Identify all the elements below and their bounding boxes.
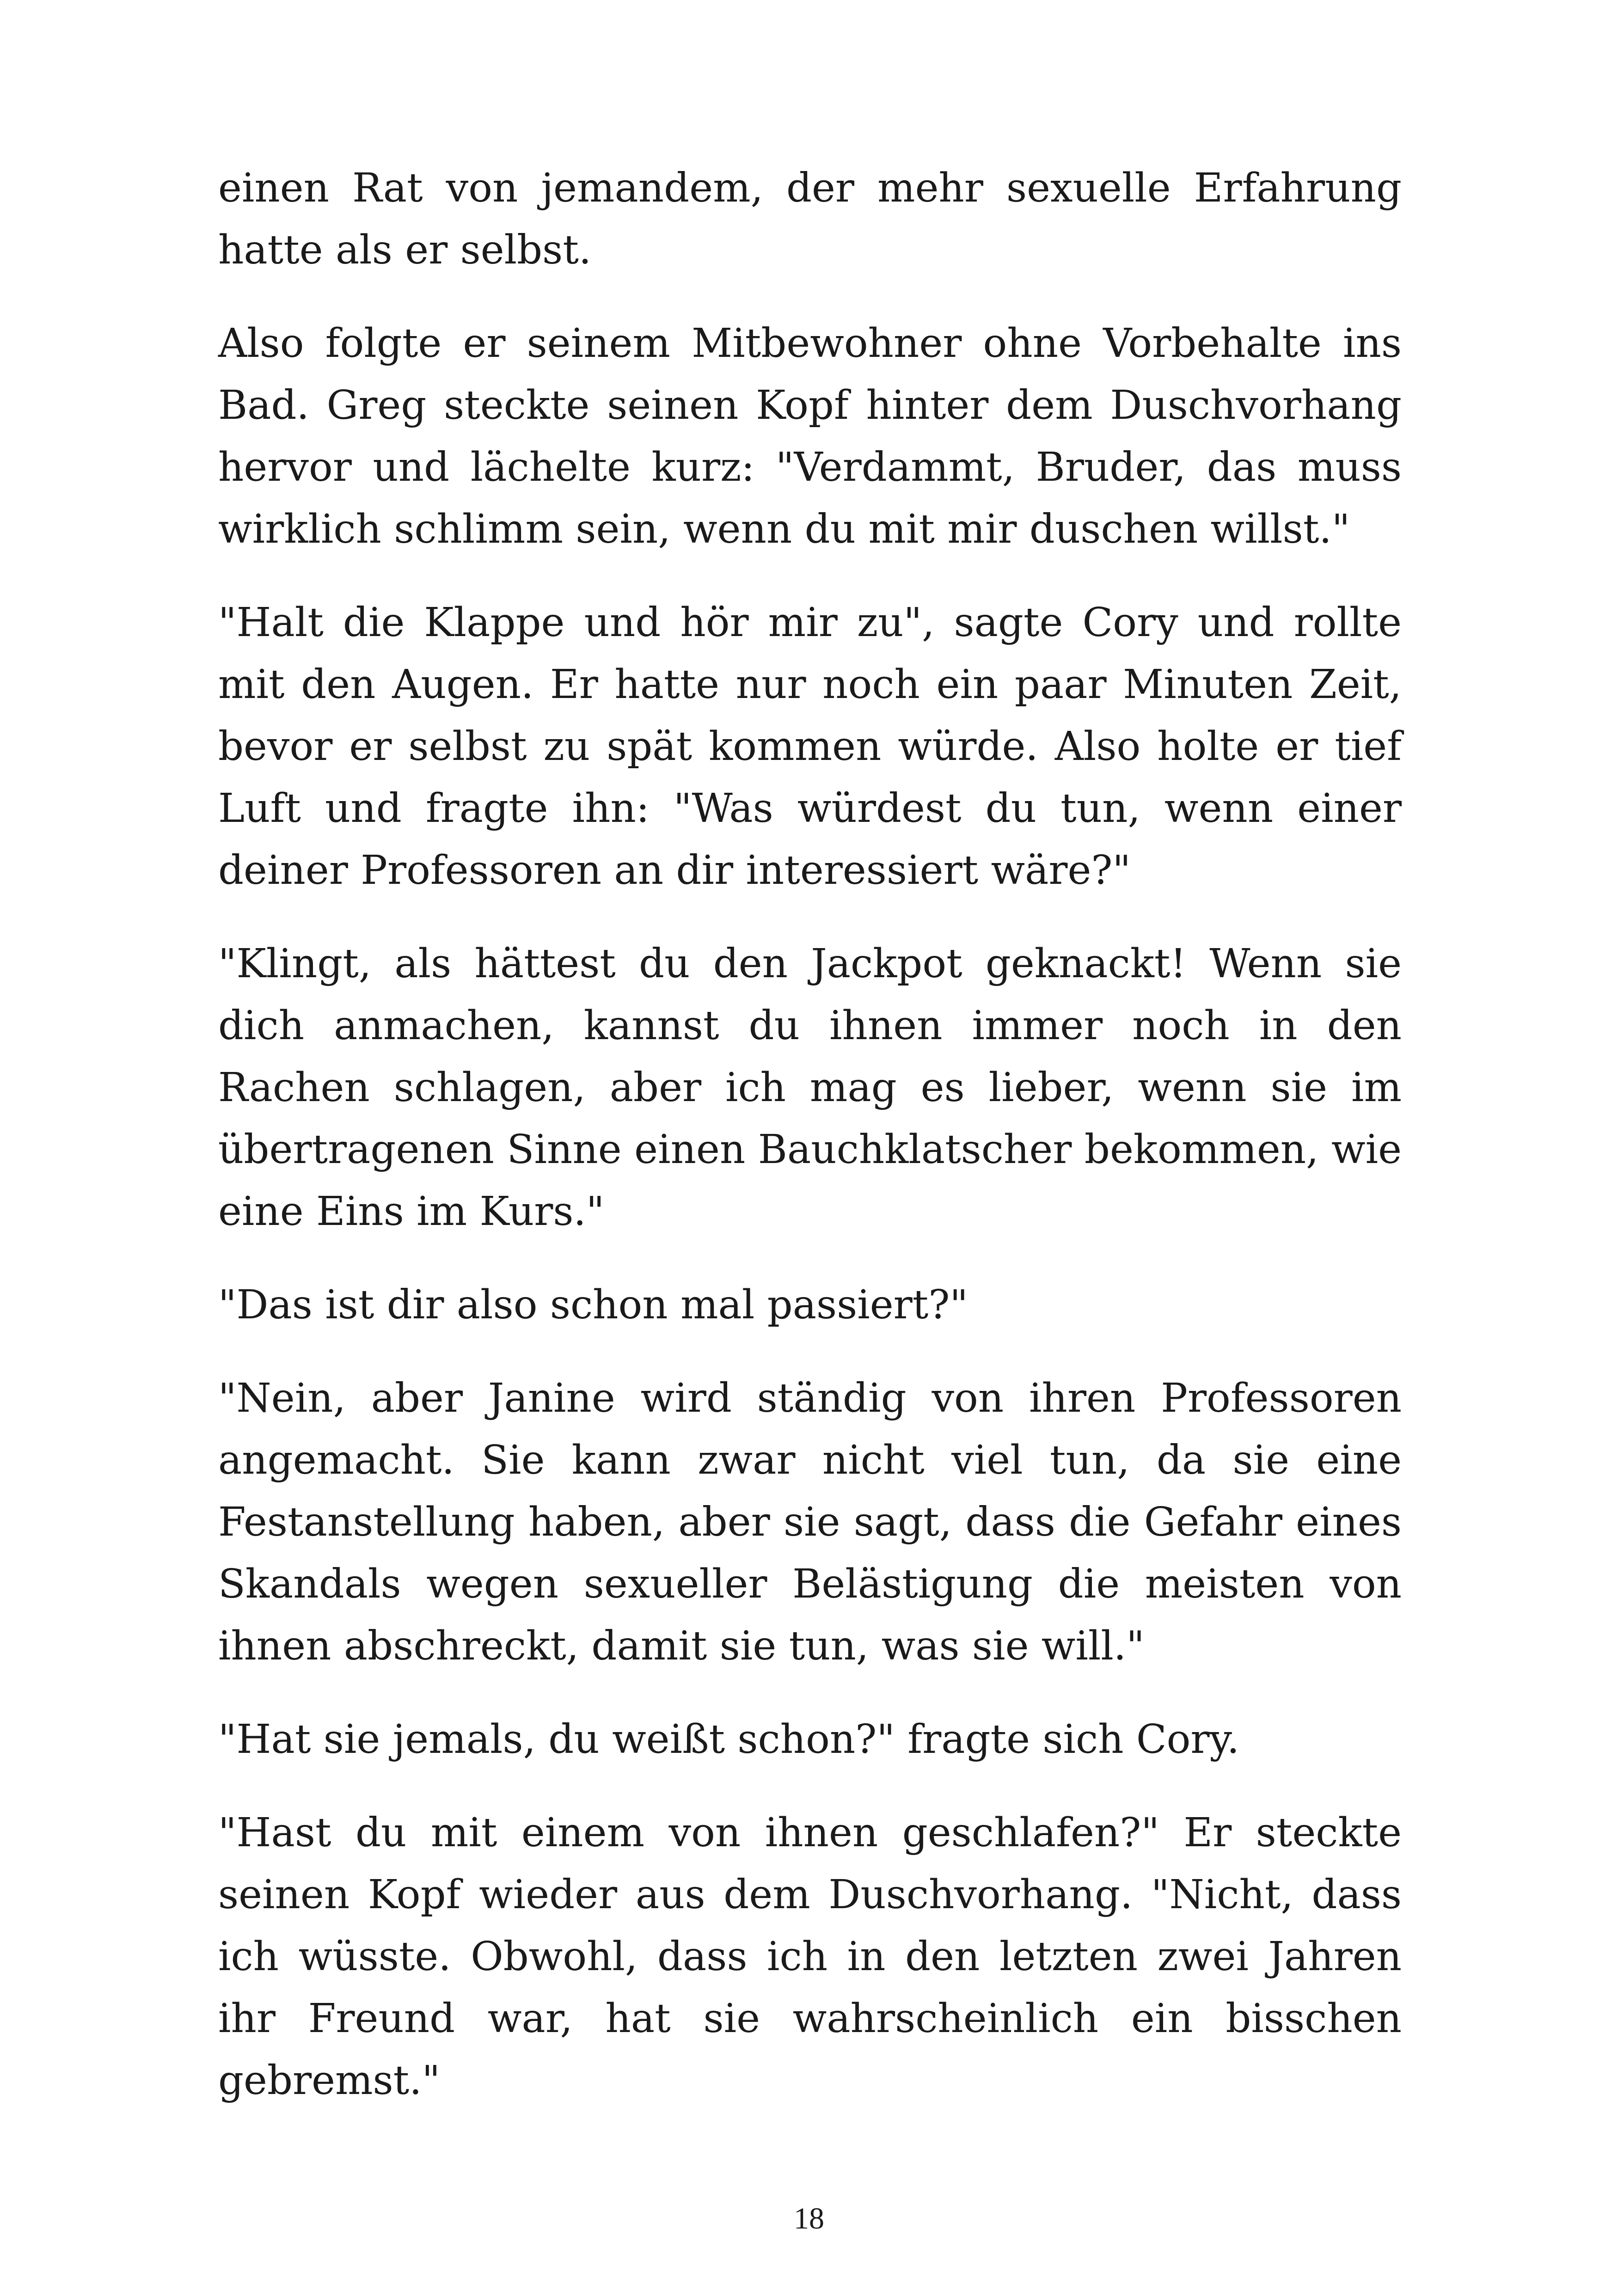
paragraph-1: einen Rat von jemandem, der mehr sexuelle Erfahrung hatte als er selbst.: [218, 165, 1402, 273]
paragraph-8: "Hast du mit einem von ihnen geschlafen?" Er steckte seinen Kopf wieder aus dem Duschvorhang. "Nicht, dass ich wüsste. Obwohl, dass ich in den letzten zwei Jahren ihr Freund war, hat sie wahrscheinlich ein bisschen gebremst.": [218, 1810, 1402, 2104]
paragraph-3: "Halt die Klappe und hör mir zu", sagte Cory und rollte mit den Augen. Er hatte nur noch ein paar Minuten Zeit, bevor er selbst zu spät kommen würde. Also holte er tief Luft und fragte ihn: "Was würdest du tun, wenn einer deiner Professoren an dir interessiert wäre?": [218, 600, 1402, 894]
paragraph-7: "Hat sie jemals, du weißt schon?" fragte sich Cory.: [218, 1716, 1240, 1763]
paragraph-2: Also folgte er seinem Mitbewohner ohne Vorbehalte ins Bad. Greg steckte seinen Kopf hinter dem Duschvorhang hervor und lächelte kurz: "Verdammt, Bruder, das muss wirklich schlimm sein, wenn du mit mir duschen willst.": [218, 320, 1402, 552]
body-text: [218, 157, 1402, 2112]
paragraph-5: "Das ist dir also schon mal passiert?": [218, 1282, 968, 1328]
paragraph-4: "Klingt, als hättest du den Jackpot geknackt! Wenn sie dich anmachen, kannst du ihnen immer noch in den Rachen schlagen, aber ich mag es lieber, wenn sie im übertragenen Sinne einen Bauchklatscher bekommen, wie eine Eins im Kurs.": [218, 941, 1402, 1235]
paragraph-6: "Nein, aber Janine wird ständig von ihren Professoren angemacht. Sie kann zwar nicht viel tun, da sie eine Festanstellung haben, aber sie sagt, dass die Gefahr eines Skandals wegen sexueller Belästigung die meisten von ihnen abschreckt, damit sie tun, was sie will.": [218, 1375, 1402, 1669]
page-number: 18: [794, 2202, 824, 2235]
